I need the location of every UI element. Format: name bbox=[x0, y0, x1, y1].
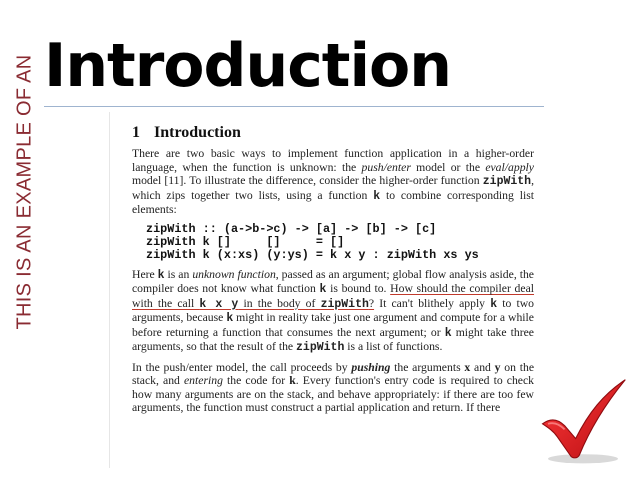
section-number: 1 bbox=[132, 124, 140, 141]
paper-excerpt bbox=[132, 124, 534, 421]
paragraph-1: There are two basic ways to implement function application in a higher-order language, when the function is unknown: the push/enter model or the eval/apply model [11]. To illustrate the difference, consider the higher-order function zipWith, which zips together two lists, using a function k to combine corresponding list elements: bbox=[132, 147, 534, 216]
underlined-question: How should the compiler deal with the call k x y in the body of zipWith? bbox=[132, 282, 535, 311]
title-divider bbox=[44, 106, 544, 107]
code-line: zipWith k [] [] = [] bbox=[146, 234, 345, 249]
paper-excerpt-image bbox=[110, 112, 540, 468]
section-title: Introduction bbox=[154, 124, 241, 141]
code-block bbox=[146, 223, 534, 262]
red-checkmark-icon bbox=[537, 376, 629, 468]
code-line: zipWith :: (a->b->c) -> [a] -> [b] -> [c] bbox=[146, 221, 437, 236]
vertical-caption-text: THIS IS AN EXAMPLE OF AN bbox=[13, 54, 36, 330]
section-heading bbox=[132, 124, 534, 142]
paragraph-2: Here k is an unknown function, passed as an argument; global flow analysis aside, the compiler does not know what function k is bound to. How should the compiler deal with the call k x y in the body of zipWith? It can't blithely apply k to two arguments, because k might in reality take just one argument and compute for a while before returning a function that consumes the next argument; or k might take three arguments, so that the result of the zipWith is a list of functions. bbox=[132, 267, 535, 354]
vertical-caption bbox=[10, 20, 40, 365]
paragraph-3: In the push/enter model, the call proceeds by pushing the arguments x and y on the stack, and entering the code for k. Every function's entry code is required to check how many arguments are on the stack, and behave appropriately: if there are too few arguments, the function must construct a partial application and return. If there bbox=[132, 360, 535, 414]
slide-title: Introduction bbox=[44, 31, 451, 101]
code-line: zipWith k (x:xs) (y:ys) = k x y : zipWith xs ys bbox=[146, 247, 479, 262]
